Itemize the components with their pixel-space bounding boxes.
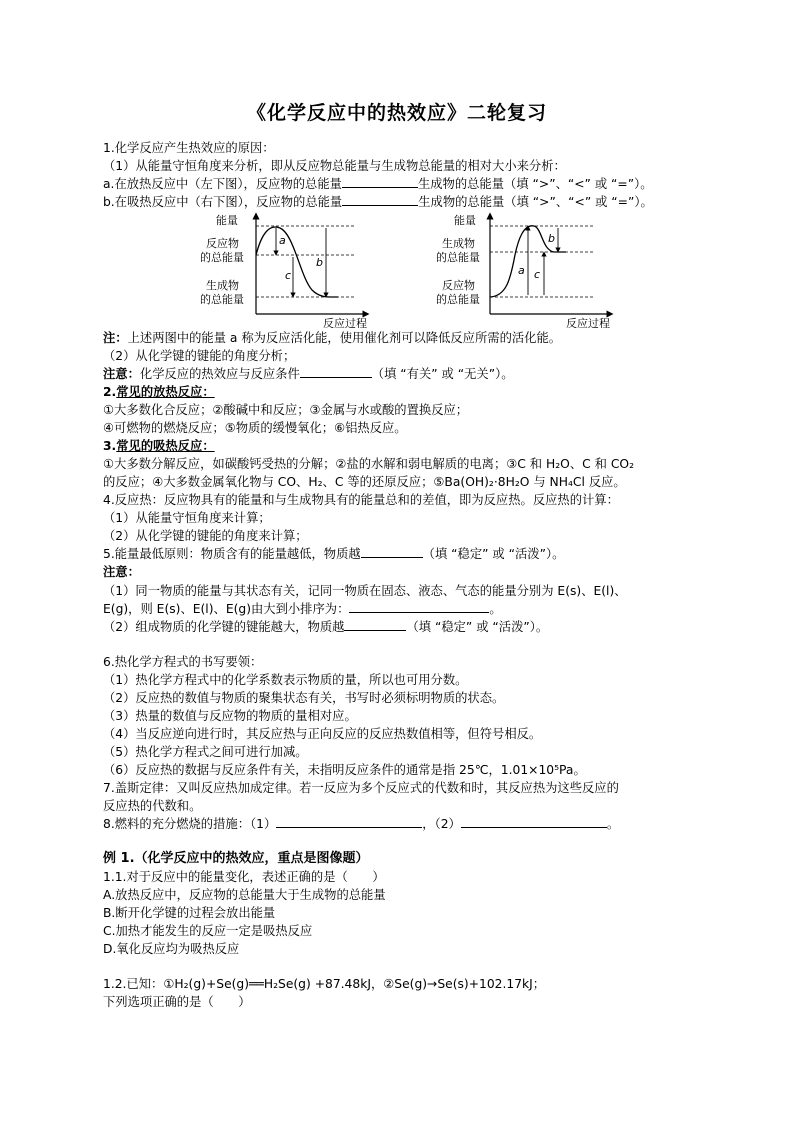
label-bottom-1: 生成物 bbox=[206, 279, 239, 292]
section6-heading: 6.热化学方程式的书写要领： bbox=[103, 655, 263, 669]
label-top-2: 的总能量 bbox=[436, 251, 480, 264]
label-top-2: 的总能量 bbox=[200, 251, 244, 264]
endothermic-energy-diagram bbox=[430, 210, 620, 328]
question-1-1: 1.1.对于反应中的能量变化，表述正确的是（ ） bbox=[103, 870, 385, 884]
page-title: 《化学反应中的热效应》二轮复习 bbox=[246, 102, 547, 124]
section3-heading: 3.常见的吸热反应： bbox=[103, 439, 215, 453]
section6-item-5: （5）热化学方程式之间可进行加减。 bbox=[103, 745, 308, 759]
note2 bbox=[103, 366, 514, 382]
section4-line1: 4.反应热：反应物具有的能量和与生成物具有的能量总和的差值，即为反应热。反应热的计算： bbox=[103, 493, 619, 507]
x-axis-label: 反应过程 bbox=[566, 317, 610, 328]
mark-a: a bbox=[279, 234, 286, 247]
note2-label: 注意： bbox=[103, 367, 140, 381]
section5-line: 5.能量最低原则：物质含有的能量越低，物质越 （填 “稳定” 或 “活泼”）。 bbox=[103, 547, 565, 561]
section1-b bbox=[103, 194, 653, 210]
section5-note3: （2）组成物质的化学键的键能越大，物质越 （填 “稳定” 或 “活泼”）。 bbox=[103, 620, 549, 634]
section2-line1: ①大多数化合反应；②酸碱中和反应；③金属与水或酸的置换反应； bbox=[103, 403, 469, 417]
y-axis-label: 能量 bbox=[454, 214, 476, 227]
answer-blank-b[interactable] bbox=[342, 194, 418, 206]
label-top-1: 反应物 bbox=[206, 237, 239, 250]
answer-blank-stability[interactable] bbox=[361, 546, 423, 558]
section1-heading: 1.化学反应产生热效应的原因： bbox=[103, 141, 275, 155]
note2-post: （填 “有关” 或 “无关”）。 bbox=[371, 367, 514, 381]
mark-b: b bbox=[316, 256, 323, 269]
answer-blank-a[interactable] bbox=[342, 176, 418, 188]
mark-b: b bbox=[548, 232, 555, 245]
note2-pre: 化学反应的热效应与反应条件 bbox=[139, 367, 300, 381]
section1-a bbox=[103, 176, 653, 192]
answer-blank-measure-2[interactable] bbox=[461, 816, 607, 828]
section6-item-2: （2）反应热的数值与物质的聚集状态有关，书写时必须标明物质的状态。 bbox=[103, 691, 505, 705]
section8-line: 8.燃料的充分燃烧的措施：（1） ，（2） 。 bbox=[103, 817, 620, 831]
section5-note1: （1）同一物质的能量与其状态有关，记同一物质在固态、液态、气态的能量分别为 E(s)、E(l)、 bbox=[103, 584, 627, 598]
label-bottom-1: 反应物 bbox=[442, 279, 475, 292]
section4-line2: （1）从能量守恒角度来计算； bbox=[103, 511, 271, 525]
section2-heading: 2.常见的放热反应： bbox=[103, 385, 215, 399]
section1-b-pre: b.在吸热反应中（右下图），反应物的总能量 bbox=[103, 195, 343, 209]
answer-blank-measure-1[interactable] bbox=[276, 816, 422, 828]
section1-b-post: 生成物的总能量（填 “>”、“<” 或 “=”）。 bbox=[418, 195, 653, 209]
note1 bbox=[103, 330, 561, 346]
mark-a: a bbox=[518, 264, 525, 277]
section5-note2: E(g)，则 E(s)、E(l)、E(g)由大到小排序为： 。 bbox=[103, 602, 502, 616]
option-d: D.氧化反应均为吸热反应 bbox=[103, 942, 240, 956]
y-axis-label: 能量 bbox=[216, 214, 238, 227]
section1-a-pre: a.在放热反应中（左下图），反应物的总能量 bbox=[103, 177, 342, 191]
section1-a-post: 生成物的总能量（填 “>”、“<” 或 “=”）。 bbox=[417, 177, 653, 191]
section1-p1: （1）从能量守恒角度来分析，即从反应物总能量与生成物总能量的相对大小来分析： bbox=[103, 159, 566, 173]
x-axis-label: 反应过程 bbox=[323, 317, 367, 328]
section7-line2: 反应热的代数和。 bbox=[103, 799, 202, 813]
section4-line3: （2）从化学键的键能的角度来计算； bbox=[103, 529, 308, 543]
section5-note-heading: 注意： bbox=[103, 565, 140, 579]
section6-item-6: （6）反应热的数据与反应条件有关，未指明反应条件的通常是指 25℃，1.01×10⁵Pa。 bbox=[103, 763, 586, 777]
exothermic-energy-diagram bbox=[196, 210, 376, 328]
answer-blank-bond[interactable] bbox=[344, 619, 406, 631]
question-1-2-prompt: 下列选项正确的是（ ） bbox=[103, 995, 251, 1009]
label-bottom-2: 的总能量 bbox=[200, 293, 244, 306]
section3-line1: ①大多数分解反应，如碳酸钙受热的分解；②盐的水解和弱电解质的电离；③C 和 H₂O、C 和 CO₂ bbox=[103, 457, 635, 471]
note1-text: 上述两图中的能量 a 称为反应活化能，使用催化剂可以降低反应所需的活化能。 bbox=[127, 331, 562, 345]
option-a: A.放热反应中，反应物的总能量大于生成物的总能量 bbox=[103, 888, 386, 902]
section6-item-1: （1）热化学方程式中的化学系数表示物质的量，所以也可用分数。 bbox=[103, 673, 468, 687]
mark-c: c bbox=[285, 269, 292, 282]
section7-line1: 7.盖斯定律：又叫反应热加成定律。若一反应为多个反应式的代数和时，其反应热为这些反应的 bbox=[103, 781, 619, 795]
note1-label: 注： bbox=[103, 331, 128, 345]
section6-item-3: （3）热量的数值与反应物的物质的量相对应。 bbox=[103, 709, 357, 723]
answer-blank-order[interactable] bbox=[349, 601, 489, 613]
section1-p2: （2）从化学键的键能的角度分析； bbox=[103, 349, 296, 363]
label-top-1: 生成物 bbox=[442, 237, 475, 250]
option-b: B.断开化学键的过程会放出能量 bbox=[103, 906, 276, 920]
section2-line2: ④可燃物的燃烧反应；⑤物质的缓慢氧化；⑥铝热反应。 bbox=[103, 421, 407, 435]
option-c: C.加热才能发生的反应一定是吸热反应 bbox=[103, 924, 313, 938]
section6-item-4: （4）当反应逆向进行时，其反应热与正向反应的反应热数值相等，但符号相反。 bbox=[103, 727, 542, 741]
mark-c: c bbox=[534, 268, 541, 281]
label-bottom-2: 的总能量 bbox=[436, 293, 480, 306]
section3-line2: 的反应；④大多数金属氧化物与 CO、H₂、C 等的还原反应；⑤Ba(OH)₂·8H₂O 与 NH₄Cl 反应。 bbox=[103, 475, 626, 489]
answer-blank-condition[interactable] bbox=[300, 366, 372, 378]
question-1-2: 1.2.已知：①H₂(g)+Se(g)══H₂Se(g) +87.48kJ，②Se(g)→Se(s)+102.17kJ； bbox=[103, 977, 546, 991]
example-heading: 例 1.（化学反应中的热效应，重点是图像题） bbox=[103, 851, 369, 866]
